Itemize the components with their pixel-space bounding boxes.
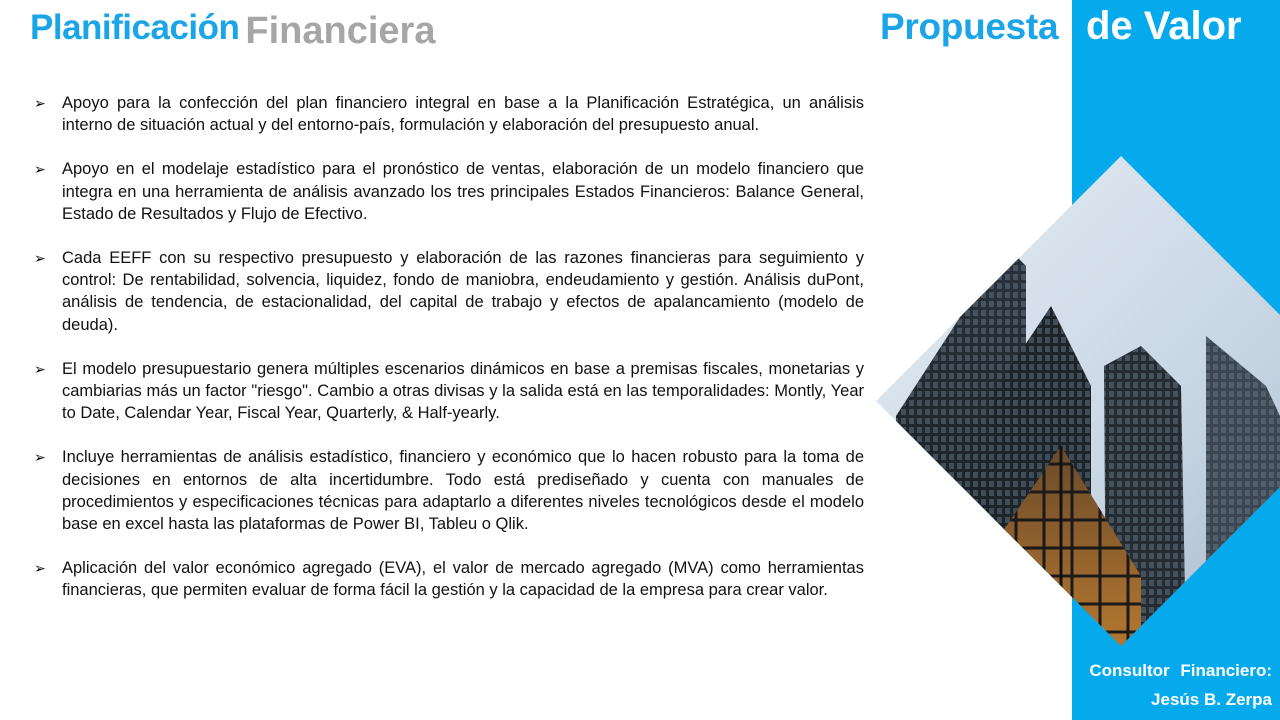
arrow-bullet-icon: ➢	[34, 250, 46, 267]
arrow-bullet-icon: ➢	[34, 560, 46, 577]
arrow-bullet-icon: ➢	[34, 449, 46, 466]
list-item	[34, 446, 864, 535]
list-item	[34, 92, 864, 136]
list-item-text: Apoyo para la confección del plan financiero integral en base a la Planificación Estratégica, un análisis interno de situación actual y del entorno-país, formulación y elaboración del presupuesto anual.	[62, 94, 864, 135]
skyscraper-image	[876, 156, 1280, 646]
consultant-role: Consultor Financiero:	[1089, 661, 1272, 680]
value-proposition-list	[34, 92, 864, 624]
consultant-name: Jesús B. Zerpa	[1151, 690, 1272, 709]
arrow-bullet-icon: ➢	[34, 95, 46, 111]
list-item	[34, 158, 864, 225]
list-item-text: Cada EEFF con su respectivo presupuesto y elaboración de las razones financieras para seguimiento y control: De rentabilidad, solvencia, liquidez, fondo de maniobra, endeudamiento y gestión. Análisis duPont, análisis de tendencia, de estacionalidad, del capital de trabajo y efectos de apalancamiento (modelo de deuda).	[62, 249, 864, 334]
list-item-text: El modelo presupuestario genera múltiples escenarios dinámicos en base a premisas fiscales, monetarias y cambiarias más un factor "riesgo". Cambio a otras divisas y la salida está en las temporalidades: Montly, Year to Date, Calendar Year, Fiscal Year, Quarterly, & Half-yearly.	[62, 359, 864, 423]
right-title-part-2: de Valor	[1086, 4, 1242, 48]
list-item	[34, 247, 864, 336]
list-item-text: Apoyo en el modelaje estadístico para el pronóstico de ventas, elaboración de un modelo financiero que integra en una herramienta de análisis avanzado los tres principales Estados Financieros: Balance General, Estado de Resultados y Flujo de Efectivo.	[62, 160, 864, 223]
list-item-text: Incluye herramientas de análisis estadístico, financiero y económico que lo hacen robusto para la toma de decisiones en entornos de alta incertidumbre. Todo está prediseñado y cuenta con manuales de procedimientos y especificaciones técnicas para adaptarlo a diferentes niveles tecnológicos desde el modelo base en excel hasta las plataformas de Power BI, Tableu o Qlik.	[62, 448, 864, 534]
page-title	[30, 6, 436, 52]
title-part-1: Planificación	[30, 8, 240, 47]
skyscraper-photo	[876, 156, 1280, 646]
arrow-bullet-icon: ➢	[34, 161, 46, 178]
list-item-text: Aplicación del valor económico agregado (EVA), el valor de mercado agregado (MVA) como herramientas financieras, que permiten evaluar de forma fácil la gestión y la capacidad de la empresa para crear valor.	[62, 559, 864, 600]
list-item	[34, 557, 864, 601]
title-part-2: Financiera	[245, 10, 436, 52]
arrow-bullet-icon: ➢	[34, 360, 46, 377]
list-item	[34, 358, 864, 425]
right-title-part-1: Propuesta	[880, 6, 1059, 47]
consultant-credit	[1089, 656, 1272, 714]
